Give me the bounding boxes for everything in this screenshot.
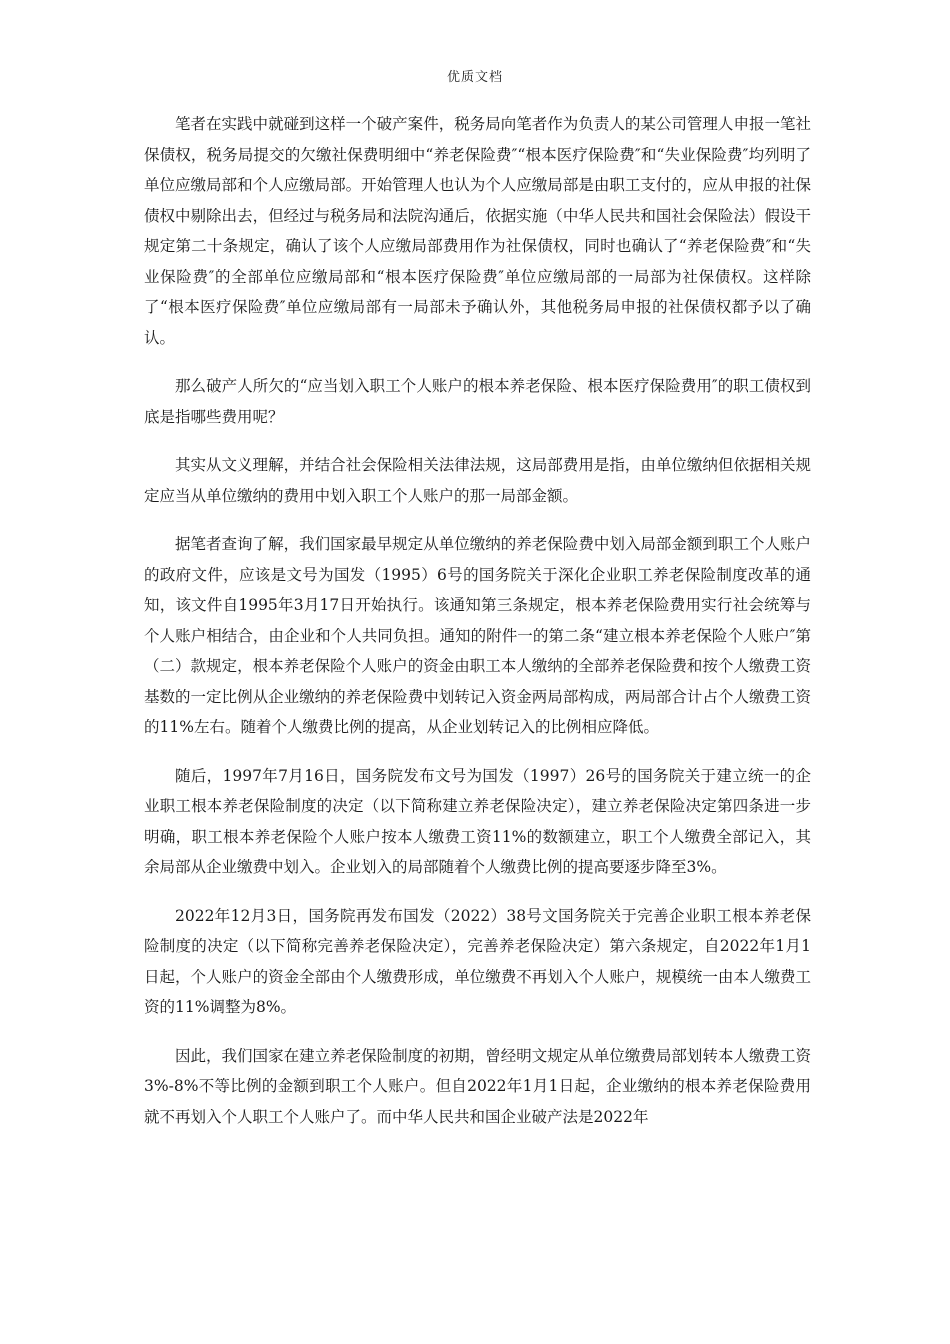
paragraph: 那么破产人所欠的“应当划入职工个人账户的根本养老保险、根本医疗保险费用″的职工债权到底是指哪些费用呢？ — [144, 377, 811, 426]
paragraph: 因此，我们国家在建立养老保险制度的初期，曾经明文规定从单位缴费局部划转本人缴费工资3%-8%不等比例的金额到职工个人账户。但自2022年1月1日起，企业缴纳的根本养老保险费用就不再划入个人职工个人账户了。而中华人民共和国企业破产法是2022年 — [144, 1046, 811, 1126]
paragraph: 其实从文义理解，并结合社会保险相关法律法规，这局部费用是指，由单位缴纳但依据相关规定应当从单位缴纳的费用中划入职工个人账户的那一局部金额。 — [144, 456, 811, 505]
paragraph: 2022年12月3日，国务院再发布国发（2022）38号文国务院关于完善企业职工根本养老保险制度的决定（以下简称完善养老保险决定），完善养老保险决定）第六条规定，自2022年1月1日起，个人账户的资金全部由个人缴费形成，单位缴费不再划入个人账户，规模统一由本人缴费工资的11%调整为8%。 — [144, 906, 811, 1016]
document-body — [144, 109, 811, 1150]
paragraph: 笔者在实践中就碰到这样一个破产案件，税务局向笔者作为负责人的某公司管理人申报一笔社保债权，税务局提交的欠缴社保费明细中“养老保险费″“根本医疗保险费″和“失业保险费″均列明了单位应缴局部和个人应缴局部。开始管理人也认为个人应缴局部是由职工支付的，应从申报的社保债权中剔除出去，但经过与税务局和法院沟通后，依据实施（中华人民共和国社会保险法）假设干规定第二十条规定，确认了该个人应缴局部费用作为社保债权，同时也确认了“养老保险费″和“失业保险费″的全部单位应缴局部和“根本医疗保险费″单位应缴局部的一局部为社保债权。这样除了“根本医疗保险费″单位应缴局部有一局部未予确认外，其他税务局申报的社保债权都予以了确认。 — [144, 115, 811, 347]
paragraph: 随后，1997年7月16日，国务院发布文号为国发（1997）26号的国务院关于建立统一的企业职工根本养老保险制度的决定（以下简称建立养老保险决定），建立养老保险决定第四条进一步明确，职工根本养老保险个人账户按本人缴费工资11%的数额建立，职工个人缴费全部记入，其余局部从企业缴费中划入。企业划入的局部随着个人缴费比例的提高要逐步降至3%。 — [144, 766, 811, 876]
paragraph: 据笔者查询了解，我们国家最早规定从单位缴纳的养老保险费中划入局部金额到职工个人账户的政府文件，应该是文号为国发（1995）6号的国务院关于深化企业职工养老保险制度改革的通知，该文件自1995年3月17日开始执行。该通知第三条规定，根本养老保险费用实行社会统筹与个人账户相结合，由企业和个人共同负担。通知的附件一的第二条“建立根本养老保险个人账户″第（二）款规定，根本养老保险个人账户的资金由职工本人缴纳的全部养老保险费和按个人缴费工资基数的一定比例从企业缴纳的养老保险费中划转记入资金两局部构成，两局部合计占个人缴费工资的11%左右。随着个人缴费比例的提高，从企业划转记入的比例相应降低。 — [144, 535, 811, 736]
page-header: 优质文档 — [446, 70, 503, 85]
